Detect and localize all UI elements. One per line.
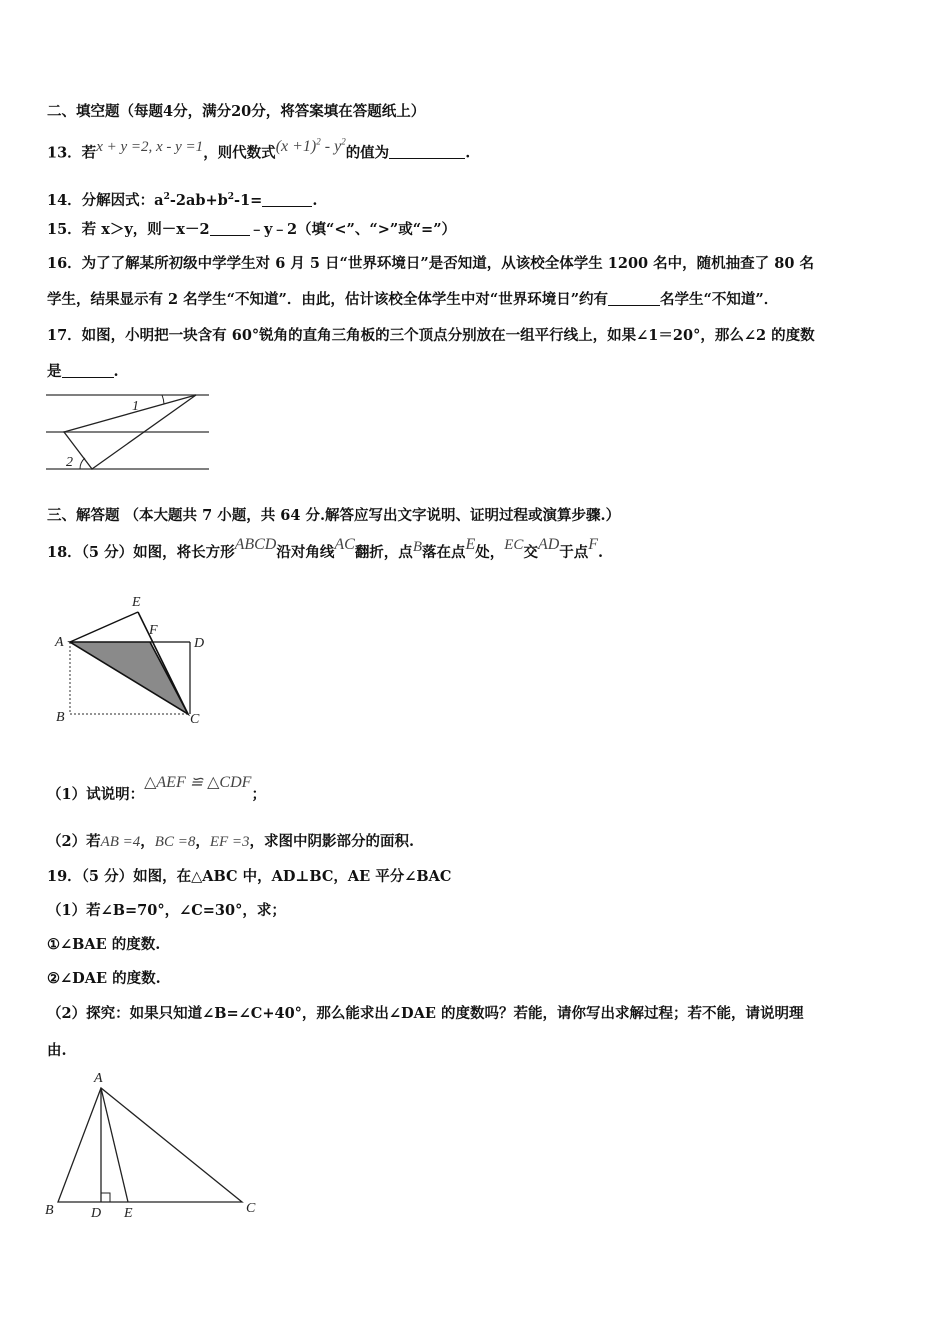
- q14-mid1: -2ab+b: [169, 191, 228, 209]
- q17-line2-suffix: .: [113, 363, 119, 380]
- q13-post: 的值为: [345, 144, 390, 162]
- angle-1-label: 1: [132, 399, 139, 414]
- section3-header: 三、解答题 （本大题共 7 小题，共 64 分.解答应写出文字说明、证明过程或演算步骤.）: [47, 507, 621, 524]
- label-b: B: [45, 1203, 54, 1218]
- q16-line2-suffix: 名学生“不知道”．: [660, 291, 779, 308]
- q18-part5: 处，: [475, 544, 505, 561]
- q18-sub2-suffix: ，求图中阴影部分的面积.: [249, 833, 415, 850]
- label-a: A: [55, 635, 64, 650]
- label-e: E: [124, 1206, 133, 1221]
- label-d: D: [91, 1206, 102, 1221]
- q14-end: .: [312, 191, 318, 209]
- q13-expr-base: (x +1): [275, 138, 317, 156]
- q13-prefix: 13．若: [47, 144, 97, 162]
- q18-part8: .: [598, 544, 604, 561]
- q14-sup1: 2: [163, 192, 170, 202]
- q17-answer-blank[interactable]: [62, 363, 114, 378]
- q18-rect: ABCD: [234, 536, 277, 553]
- q15-text: 15．若 x＞y，则－x－2: [47, 221, 210, 238]
- q18-sub2-bc: BC =8: [154, 834, 196, 850]
- label-d: D: [194, 636, 205, 651]
- question-18: [47, 536, 604, 563]
- q18-point-b: B: [412, 539, 422, 555]
- right-angle-mark: [101, 1193, 110, 1202]
- question-17-line1: 17．如图，小明把一块含有 60°锐角的直角三角板的三个顶点分别放在一组平行线上，如果∠1＝20°，那么∠2 的度数: [47, 327, 815, 344]
- q13-expression: [276, 138, 346, 155]
- q18-point-f: F: [588, 536, 599, 553]
- label-b: B: [56, 710, 65, 725]
- q13-expr-minus: - y: [320, 138, 342, 156]
- question-14: [47, 187, 317, 211]
- q15-rest: ﹣y﹣2（填“<”、“>”或“=”）: [249, 221, 457, 238]
- q18-part1: 18．（5 分）如图，将长方形: [47, 544, 235, 561]
- question-19-line1: 19．（5 分）如图，在△ABC 中，AD⊥BC，AE 平分∠BAC: [47, 868, 452, 885]
- section2-header: 二、填空题（每题4分，满分20分，将答案填在答题纸上）: [47, 103, 426, 120]
- q13-middle: ，则代数式: [203, 144, 276, 162]
- segment-ae: [70, 612, 138, 642]
- question-15: [47, 220, 456, 240]
- bisector-ae: [101, 1088, 128, 1202]
- question-19-line5: （2）探究：如果只知道∠B=∠C+40°，那么能求出∠DAE 的度数吗？若能，请你写出求解过程；若不能，请说明理: [47, 1005, 804, 1022]
- q17-line2-prefix: 是: [47, 363, 62, 380]
- q17-figure: [44, 390, 214, 480]
- question-19-line2: （1）若∠B=70°，∠C=30°，求；: [47, 902, 286, 919]
- q13-expr-sup1: 2: [316, 137, 321, 147]
- question-19-line3: ①∠BAE 的度数.: [47, 936, 161, 953]
- q18-sub1-suffix: ；: [251, 786, 266, 803]
- q16-line2-prefix: 学生，结果显示有 2 名学生“不知道”．由此，估计该校全体学生中对“世界环境日”约有: [47, 291, 609, 308]
- label-e: E: [132, 595, 141, 610]
- q13-end: .: [465, 144, 471, 162]
- angle-1-arc: [162, 395, 164, 404]
- label-f: F: [149, 623, 158, 638]
- label-c: C: [190, 712, 200, 727]
- q13-answer-blank[interactable]: [389, 144, 465, 159]
- q13-condition: x + y =2, x - y =1: [96, 139, 204, 156]
- q18-sub2-comma1: ，: [140, 833, 155, 850]
- q16-answer-blank[interactable]: [608, 291, 660, 306]
- q18-segment-ad: AD: [537, 536, 560, 553]
- question-17-line2: [47, 362, 119, 382]
- question-13: [47, 138, 470, 163]
- angle-2-label: 2: [66, 455, 73, 470]
- question-16-line2: [47, 290, 778, 310]
- q18-sub2: [47, 832, 414, 852]
- q18-diag: AC: [334, 536, 355, 553]
- q18-part6: 交: [523, 544, 538, 561]
- q18-sub1-prefix: （1）试说明：: [47, 786, 145, 803]
- q18-sub2-prefix: （2）若: [47, 833, 101, 850]
- label-c: C: [246, 1201, 256, 1216]
- q18-segment-ec: EC: [504, 537, 524, 553]
- q18-figure: [52, 590, 222, 730]
- q18-part2: 沿对角线: [276, 544, 335, 561]
- q14-answer-blank[interactable]: [262, 192, 312, 207]
- q13-expr-sup2: 2: [341, 137, 346, 147]
- q18-part4: 落在点: [421, 544, 466, 561]
- q18-sub2-comma2: ，: [195, 833, 210, 850]
- q14-mid2: -1=: [234, 191, 263, 209]
- q18-sub1: [47, 774, 266, 805]
- q18-part7: 于点: [559, 544, 589, 561]
- q18-sub2-ef: EF =3: [209, 834, 250, 850]
- q18-part3: 翻折，点: [354, 544, 413, 561]
- question-19-line4: ②∠DAE 的度数.: [47, 970, 161, 987]
- q18-sub2-ab: AB =4: [100, 834, 141, 850]
- q14-sup2: 2: [227, 192, 235, 202]
- q15-answer-blank[interactable]: [210, 221, 250, 236]
- q19-figure: [44, 1066, 274, 1226]
- label-a: A: [94, 1071, 103, 1086]
- question-19-line6: 由.: [47, 1042, 67, 1059]
- triangle-abc: [58, 1088, 242, 1202]
- question-16-line1: 16．为了了解某所初级中学学生对 6 月 5 日“世界环境日”是否知道，从该校全体学生 1200 名中，随机抽查了 80 名: [47, 255, 814, 272]
- q18-point-e: E: [465, 536, 476, 553]
- q14-prefix: 14．分解因式：a: [47, 191, 164, 209]
- q18-sub1-math: △AEF ≌ △CDF: [144, 774, 252, 791]
